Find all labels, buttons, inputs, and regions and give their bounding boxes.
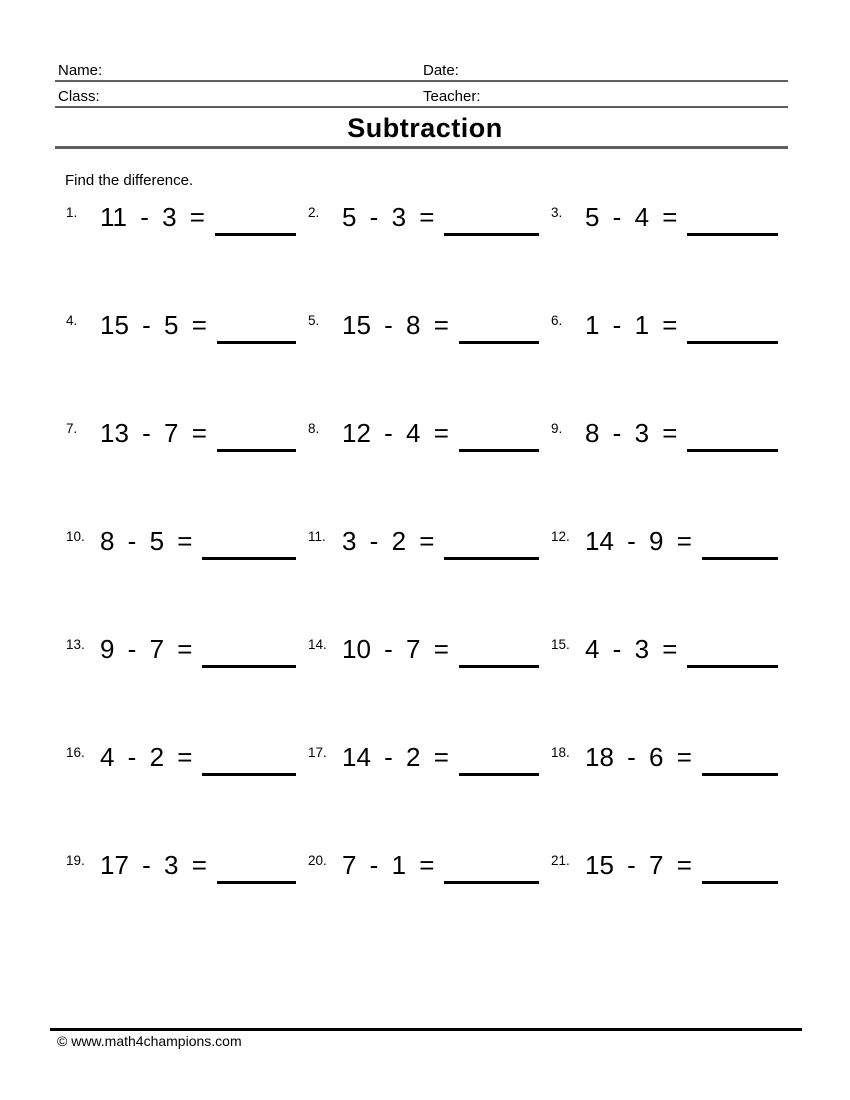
problem-expression: 15 - 7 = bbox=[585, 850, 692, 880]
problem-number: 17. bbox=[308, 745, 327, 760]
problem-cell bbox=[66, 203, 308, 311]
answer-blank[interactable] bbox=[202, 743, 296, 776]
teacher-label: Teacher: bbox=[423, 88, 481, 105]
problem-cell bbox=[66, 527, 308, 635]
answer-blank[interactable] bbox=[202, 527, 296, 560]
answer-blank[interactable] bbox=[459, 635, 539, 668]
problem-expression: 5 - 4 = bbox=[585, 202, 678, 232]
problem-expression: 18 - 6 = bbox=[585, 742, 692, 772]
name-date-row bbox=[55, 61, 788, 82]
answer-blank[interactable] bbox=[459, 743, 539, 776]
problem-cell bbox=[551, 311, 790, 419]
problem-expression: 15 - 8 = bbox=[342, 310, 449, 340]
problem-number: 7. bbox=[66, 421, 78, 436]
problem-number: 16. bbox=[66, 745, 85, 760]
problem-number: 9. bbox=[551, 421, 563, 436]
problem-number: 2. bbox=[308, 205, 320, 220]
problem-cell bbox=[66, 851, 308, 959]
problem-expression: 13 - 7 = bbox=[100, 418, 207, 448]
answer-blank[interactable] bbox=[687, 419, 778, 452]
problem-cell bbox=[66, 311, 308, 419]
problem-number: 3. bbox=[551, 205, 563, 220]
problem-cell bbox=[308, 527, 551, 635]
problem-cell bbox=[308, 851, 551, 959]
problem-expression: 10 - 7 = bbox=[342, 634, 449, 664]
problem-cell bbox=[551, 851, 790, 959]
problem-expression: 11 - 3 = bbox=[100, 202, 205, 232]
answer-blank[interactable] bbox=[687, 311, 778, 344]
problem-number: 12. bbox=[551, 529, 570, 544]
problem-cell bbox=[308, 743, 551, 851]
header-fields bbox=[55, 61, 788, 113]
problem-number: 13. bbox=[66, 637, 85, 652]
problem-expression: 14 - 9 = bbox=[585, 526, 692, 556]
problem-cell bbox=[66, 635, 308, 743]
problem-number: 15. bbox=[551, 637, 570, 652]
instruction-text: Find the difference. bbox=[65, 172, 194, 189]
answer-blank[interactable] bbox=[217, 311, 296, 344]
answer-blank[interactable] bbox=[702, 851, 778, 884]
name-field bbox=[55, 62, 420, 80]
title-divider bbox=[55, 146, 788, 149]
copyright-text: © www.math4champions.com bbox=[57, 1033, 242, 1049]
problem-cell bbox=[551, 743, 790, 851]
problem-expression: 8 - 3 = bbox=[585, 418, 678, 448]
answer-blank[interactable] bbox=[202, 635, 296, 668]
problem-cell bbox=[551, 203, 790, 311]
problem-number: 10. bbox=[66, 529, 85, 544]
name-label: Name: bbox=[58, 62, 103, 79]
teacher-field bbox=[420, 88, 788, 106]
answer-blank[interactable] bbox=[459, 311, 539, 344]
problem-expression: 17 - 3 = bbox=[100, 850, 207, 880]
footer-divider bbox=[50, 1028, 802, 1031]
answer-blank[interactable] bbox=[687, 635, 778, 668]
problem-expression: 14 - 2 = bbox=[342, 742, 449, 772]
answer-blank[interactable] bbox=[687, 203, 778, 236]
problem-number: 11. bbox=[308, 529, 326, 544]
answer-blank[interactable] bbox=[215, 203, 296, 236]
answer-blank[interactable] bbox=[217, 419, 296, 452]
problem-expression: 8 - 5 = bbox=[100, 526, 193, 556]
problem-number: 6. bbox=[551, 313, 563, 328]
problems-grid bbox=[66, 203, 790, 959]
problem-cell bbox=[551, 419, 790, 527]
problem-cell bbox=[308, 635, 551, 743]
problem-number: 18. bbox=[551, 745, 570, 760]
problem-cell bbox=[66, 419, 308, 527]
problem-number: 14. bbox=[308, 637, 327, 652]
problem-number: 19. bbox=[66, 853, 85, 868]
class-label: Class: bbox=[58, 88, 100, 105]
problem-expression: 12 - 4 = bbox=[342, 418, 449, 448]
answer-blank[interactable] bbox=[444, 851, 539, 884]
problem-cell bbox=[308, 203, 551, 311]
answer-blank[interactable] bbox=[459, 419, 539, 452]
answer-blank[interactable] bbox=[702, 527, 778, 560]
problem-cell bbox=[308, 311, 551, 419]
problem-cell bbox=[551, 635, 790, 743]
answer-blank[interactable] bbox=[702, 743, 778, 776]
date-label: Date: bbox=[423, 62, 459, 79]
problem-expression: 3 - 2 = bbox=[342, 526, 435, 556]
problem-number: 20. bbox=[308, 853, 327, 868]
problem-cell bbox=[551, 527, 790, 635]
problem-number: 21. bbox=[551, 853, 570, 868]
answer-blank[interactable] bbox=[444, 203, 539, 236]
problem-number: 4. bbox=[66, 313, 78, 328]
problem-number: 5. bbox=[308, 313, 320, 328]
problem-expression: 15 - 5 = bbox=[100, 310, 207, 340]
problem-expression: 7 - 1 = bbox=[342, 850, 435, 880]
problem-expression: 1 - 1 = bbox=[585, 310, 678, 340]
class-field bbox=[55, 88, 420, 106]
problem-expression: 4 - 3 = bbox=[585, 634, 678, 664]
problem-expression: 5 - 3 = bbox=[342, 202, 435, 232]
class-teacher-row bbox=[55, 87, 788, 108]
date-field bbox=[420, 62, 788, 80]
page-title: Subtraction bbox=[347, 113, 503, 143]
problem-expression: 9 - 7 = bbox=[100, 634, 193, 664]
answer-blank[interactable] bbox=[217, 851, 296, 884]
problem-cell bbox=[308, 419, 551, 527]
problem-cell bbox=[66, 743, 308, 851]
answer-blank[interactable] bbox=[444, 527, 539, 560]
problem-number: 1. bbox=[66, 205, 78, 220]
problem-expression: 4 - 2 = bbox=[100, 742, 193, 772]
problem-number: 8. bbox=[308, 421, 320, 436]
